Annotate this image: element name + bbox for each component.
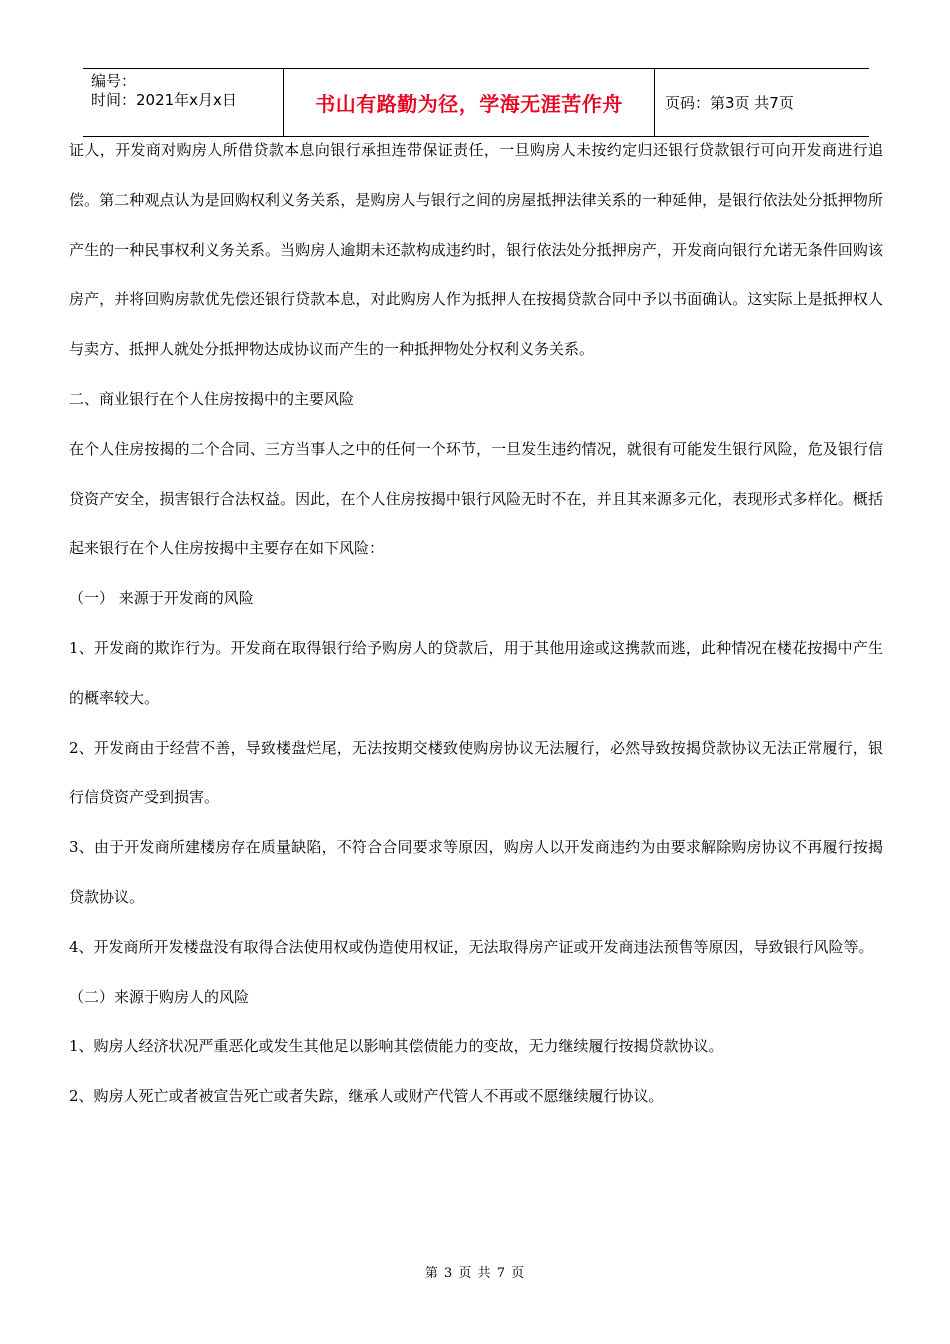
document-date-label: 时间：2021年x月x日	[91, 91, 237, 109]
page-footer: 第 3 页 共 7 页	[424, 1266, 526, 1281]
paragraph: 证人，开发商对购房人所借贷款本息向银行承担连带保证责任，一旦购房人未按约定归还银行贷款银行可向开发商进行追偿。第二种观点认为是回购权利义务关系，是购房人与银行之间的房屋抵押法律关系的一种延伸，是银行依法处分抵押物所产生的一种民事权利义务关系。当购房人逾期未还款构成违约时，银行依法处分抵押房产，开发商向银行允诺无条件回购该房产，并将回购房款优先偿还银行贷款本息，对此购房人作为抵押人在按揭贷款合同中予以书面确认。这实际上是抵押权人与卖方、抵押人就处分抵押物达成协议而产生的一种抵押物处分权利义务关系。	[69, 141, 883, 359]
list-item: 2、开发商由于经营不善，导致楼盘烂尾，无法按期交楼致使购房协议无法履行，必然导致按揭贷款协议无法正常履行，银行信贷资产受到损害。	[69, 738, 883, 807]
header-page-info: 页码：第3页 共7页	[665, 94, 794, 112]
paragraph: 在个人住房按揭的二个合同、三方当事人之中的任何一个环节，一旦发生违约情况，就很有可能发生银行风险，危及银行信贷资产安全，损害银行合法权益。因此，在个人住房按揭中银行风险无时不在，并且其来源多元化，表现形式多样化。概括起来银行在个人住房按揭中主要存在如下风险：	[69, 439, 883, 558]
document-number-label: 编号：	[91, 72, 137, 90]
document-body	[69, 126, 883, 1122]
section-heading: 二、商业银行在个人住房按揭中的主要风险	[69, 389, 355, 408]
list-item: 3、由于开发商所建楼房存在质量缺陷，不符合合同要求等原因，购房人以开发商违约为由要求解除购房协议不再履行按揭贷款协议。	[69, 838, 883, 906]
subsection-heading: （二）来源于购房人的风险	[69, 987, 250, 1006]
subsection-heading: （一） 来源于开发商的风险	[69, 589, 254, 608]
list-item: 4、开发商所开发楼盘没有取得合法使用权或伪造使用权证，无法取得房产证或开发商违法预售等原因，导致银行风险等。	[69, 937, 874, 956]
list-item: 1、购房人经济状况严重恶化或发生其他足以影响其偿债能力的变故，无力继续履行按揭贷款协议。	[69, 1037, 724, 1056]
list-item: 1、开发商的欺诈行为。开发商在取得银行给予购房人的贷款后，用于其他用途或这携款而逃，此种情况在楼花按揭中产生的概率较大。	[69, 638, 883, 707]
header-motto: 书山有路勤为径，学海无涯苦作舟	[283, 69, 655, 136]
list-item: 2、购房人死亡或者被宣告死亡或者失踪，继承人或财产代管人不再或不愿继续履行协议。	[69, 1087, 664, 1106]
